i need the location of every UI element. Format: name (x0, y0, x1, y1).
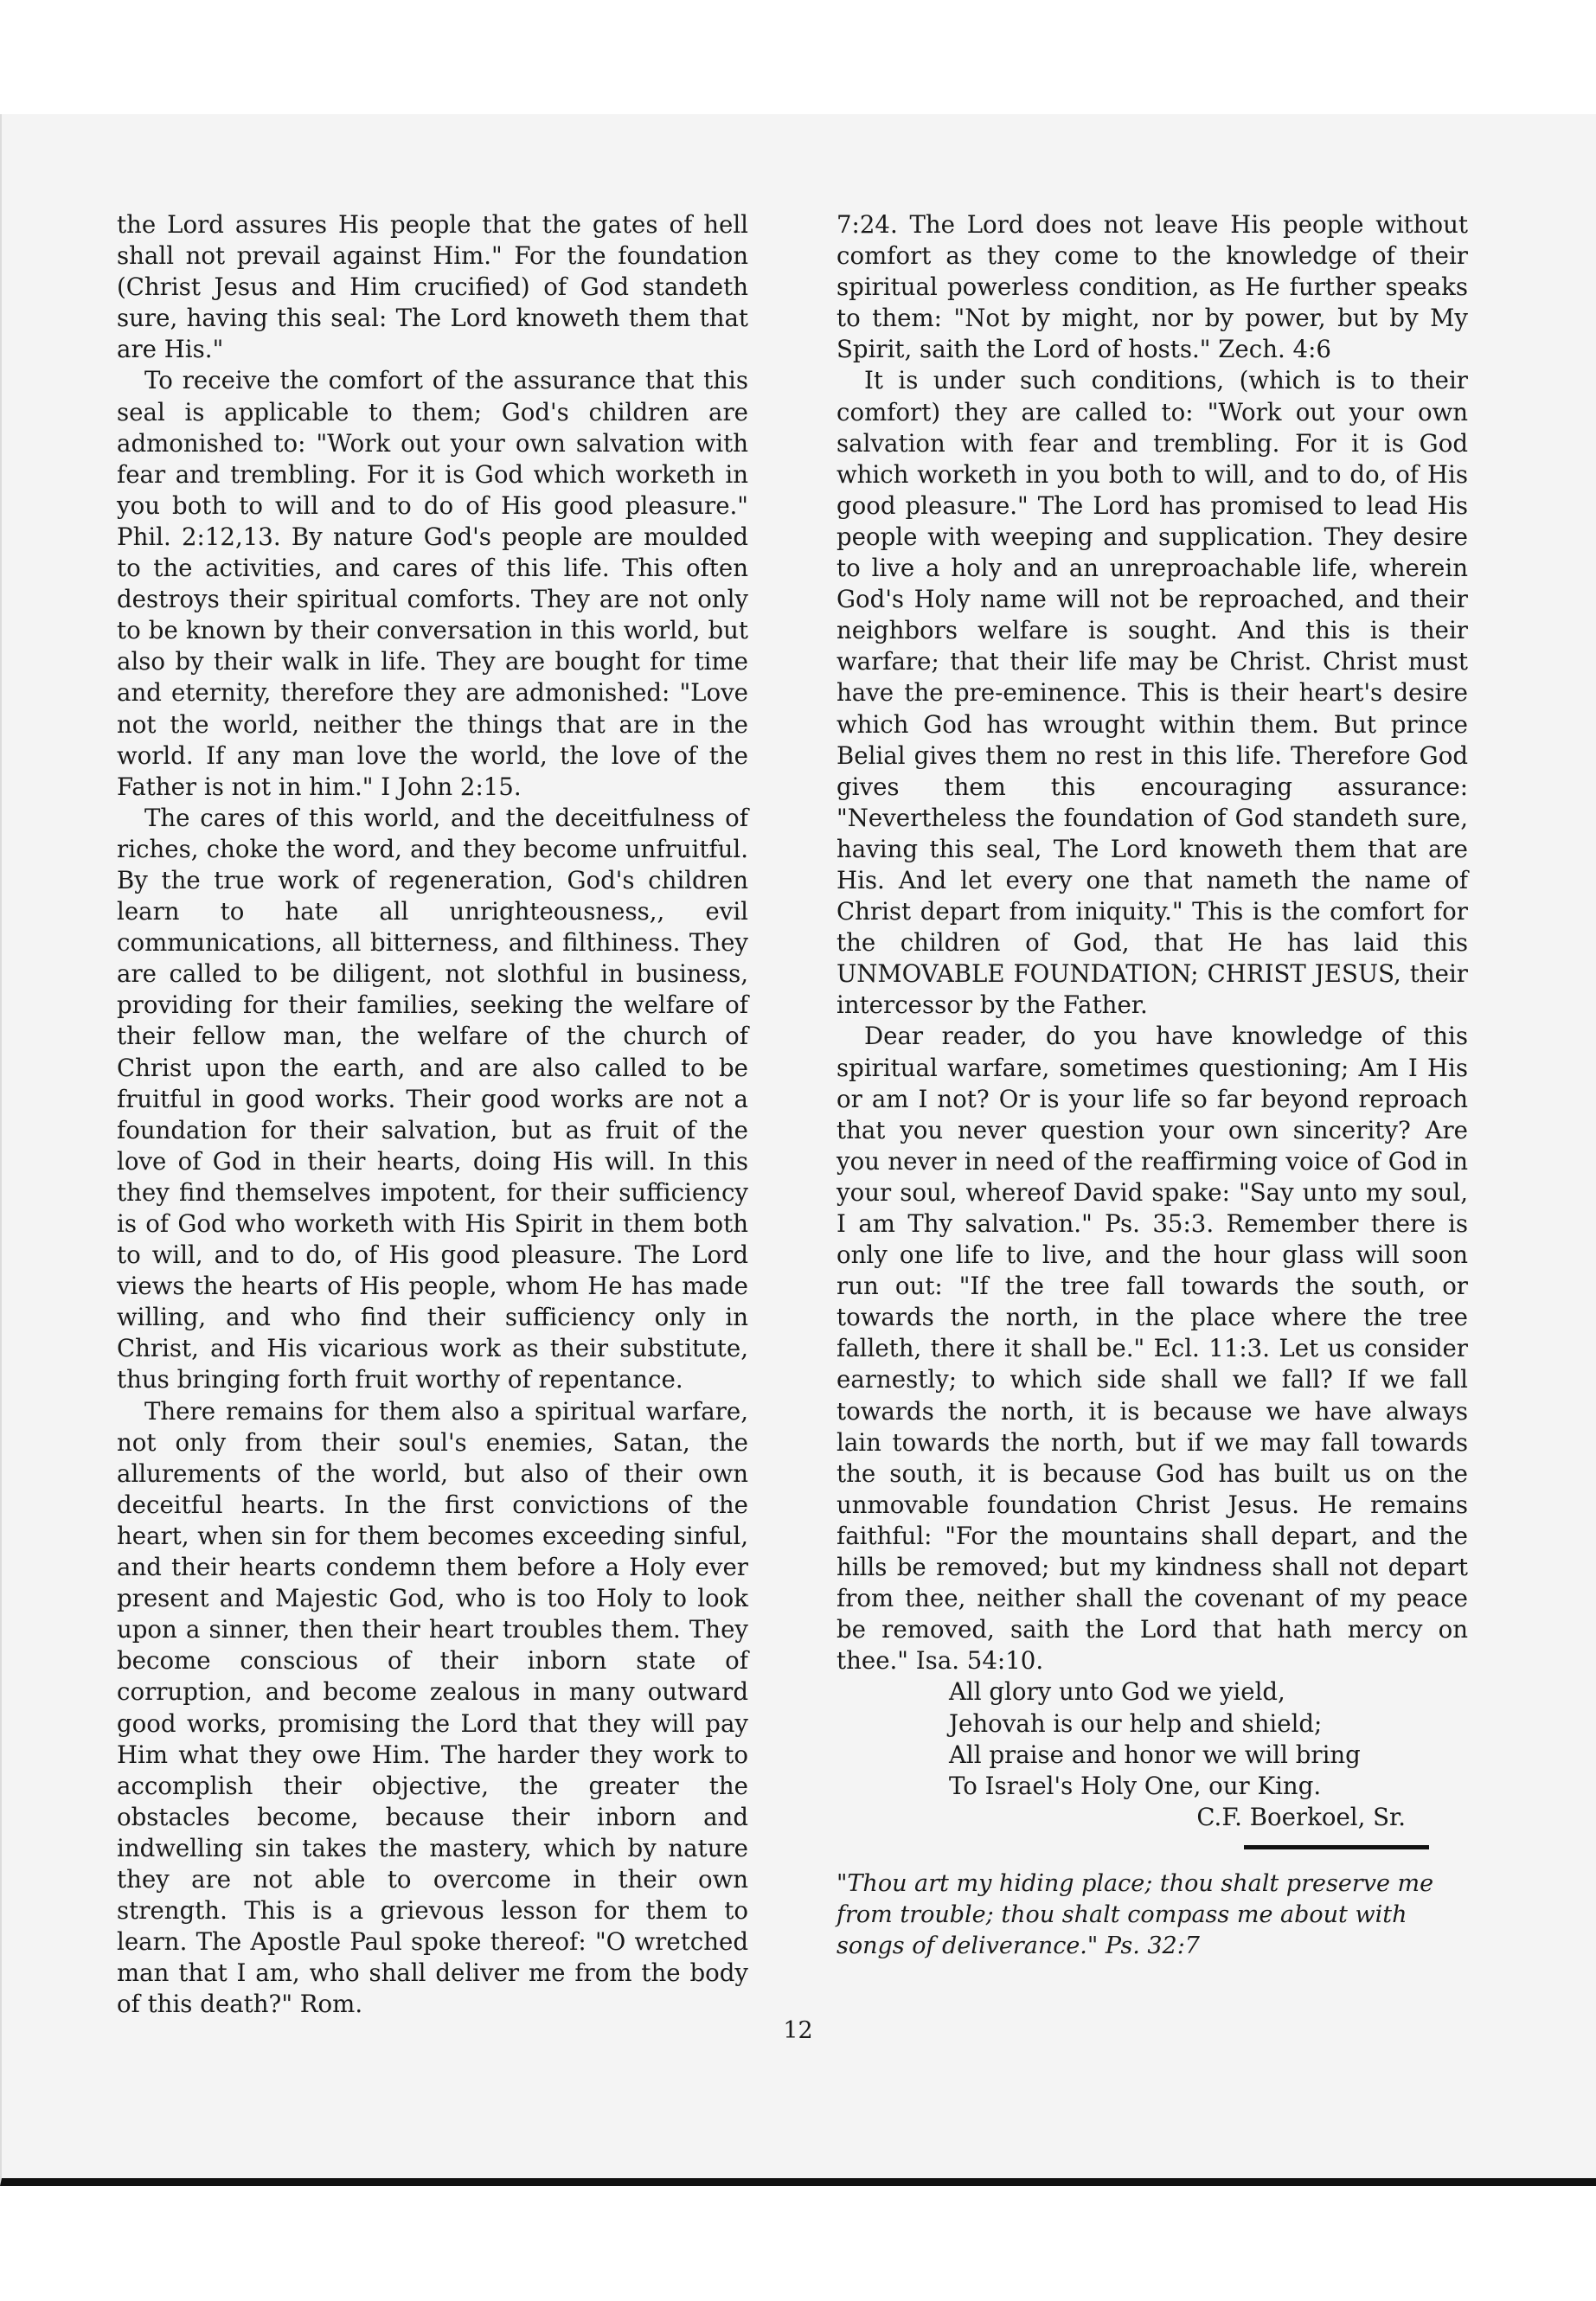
poem-line-2: Jehovah is our help and shield; (949, 1708, 1323, 1738)
left-paragraph-1: the Lord assures His people that the gates of hell shall not prevail against Him." For the foundation (Christ Jesus and Him crucified) of God standeth sure, having this seal: The Lord knoweth them that are His." (117, 210, 748, 364)
left-column (117, 209, 748, 2020)
left-paragraph-4: There remains for them also a spiritual warfare, not only from their soul's enemies, Satan, the allurements of the world, but also of their own deceitful hearts. In the first convictions of the heart, when sin for them becomes exceeding sinful, and their hearts condemn them before a Holy ever present and Majestic God, who is too Holy to look upon a sinner, then their heart troubles them. They become conscious of their inborn state of corruption, and become zealous in many outward good works, promising the Lord that they will pay Him what they owe Him. The harder they work to accomplish their objective, the greater the obstacles become, because their inborn and indwelling sin takes the mastery, which by nature they are not able to overcome in their own strength. This is a grievous lesson for them to learn. The Apostle Paul spoke thereof: "O wretched man that I am, who shall deliver me from the body of this death?" Rom. (117, 1396, 748, 2019)
poem-line-1: All glory unto God we yield, (949, 1677, 1285, 1707)
right-paragraph-3: Dear reader, do you have knowledge of this spiritual warfare, sometimes questioning; Am I His or am I not? Or is your life so far beyond reproach that you never question your own sincerity? Are you never in need of the reaffirming voice of God in your soul, whereof David spake: "Say unto my soul, I am Thy salvation." Ps. 35:3. Remember there is only one life to live, and the hour glass will soon run out: "If the tree fall towards the south, or towards the north, in the place where the tree falleth, there it shall be." Ecl. 11:3. Let us consider earnestly; to which side shall we fall? If we fall towards the north, it is because we have always lain towards the north, but if we may fall towards the south, it is because God has built us on the unmovable foundation Christ Jesus. He remains faithful: "For the mountains shall depart, and the hills be removed; but my kindness shall not depart from thee, neither shall the covenant of my peace be removed, saith the Lord that hath mercy on thee." Isa. 54:10. (836, 1022, 1468, 1676)
right-column (836, 209, 1468, 1962)
closing-scripture-quote: "Thou art my hiding place; thou shalt preserve me from trouble; thou shalt compass me about with songs of deliverance." Ps. 32:7 (836, 1869, 1434, 1959)
poem-line-4: To Israel's Holy One, our King. (949, 1771, 1322, 1800)
closing-poem (949, 1676, 1468, 1832)
page-number: 12 (783, 2017, 813, 2044)
poem-line-3: All praise and honor we will bring (949, 1740, 1361, 1769)
author-signature: C.F. Boerkoel, Sr. (1196, 1802, 1406, 1831)
section-divider (1244, 1845, 1429, 1849)
right-paragraph-1: 7:24. The Lord does not leave His people without comfort as they come to the knowledge of their spiritual powerless condition, as He further speaks to them: "Not by might, nor by power, but by My Spirit, saith the Lord of hosts." Zech. 4:6 (836, 210, 1468, 364)
right-paragraph-2: It is under such conditions, (which is to their comfort) they are called to: "Work out your own salvation with fear and trembling. For it is God which worketh in you both to will, and to do, of His good pleasure." The Lord has promised to lead His people with weeping and supplication. They desire to live a holy and an unreproachable life, wherein God's Holy name will not be reproached, and their neighbors welfare is sought. And this is their warfare; that their life may be Christ. Christ must have the pre-eminence. This is their heart's desire which God has wrought within them. But prince Belial gives them no rest in this life. Therefore God gives them this encouraging assurance: "Nevertheless the foundation of God standeth sure, having this seal, The Lord knoweth them that are His. And let every one that nameth the name of Christ depart from iniquity." This is the comfort for the children of God, that He has laid this UNMOVABLE FOUNDATION; CHRIST JESUS, their intercessor by the Father. (836, 366, 1468, 1020)
left-paragraph-2: To receive the comfort of the assurance that this seal is applicable to them; God's children are admonished to: "Work out your own salvation with fear and trembling. For it is God which worketh in you both to will and to do of His good pleasure." Phil. 2:12,13. By nature God's people are moulded to the activities, and cares of this life. This often destroys their spiritual comforts. They are not only to be known by their conversation in this world, but also by their walk in life. They are bought for time and eternity, therefore they are admonished: "Love not the world, neither the things that are in the world. If any man love the world, the love of the Father is not in him." I John 2:15. (117, 366, 748, 801)
left-paragraph-3: The cares of this world, and the deceitfulness of riches, choke the word, and they become unfruitful. By the true work of regeneration, God's children learn to hate all unrighteousness,, evil communications, all bitterness, and filthiness. They are called to be diligent, not slothful in business, providing for their families, seeking the welfare of their fellow man, the welfare of the church of Christ upon the earth, and are also called to be fruitful in good works. Their good works are not a foundation for their salvation, but as fruit of the love of God in their hearts, doing His will. In this they find themselves impotent, for their sufficiency is of God who worketh with His Spirit in them both to will, and to do, of His good pleasure. The Lord views the hearts of His people, whom He has made willing, and who find their sufficiency only in Christ, and His vicarious work as their substitute, thus bringing forth fruit worthy of repentance. (117, 803, 748, 1394)
